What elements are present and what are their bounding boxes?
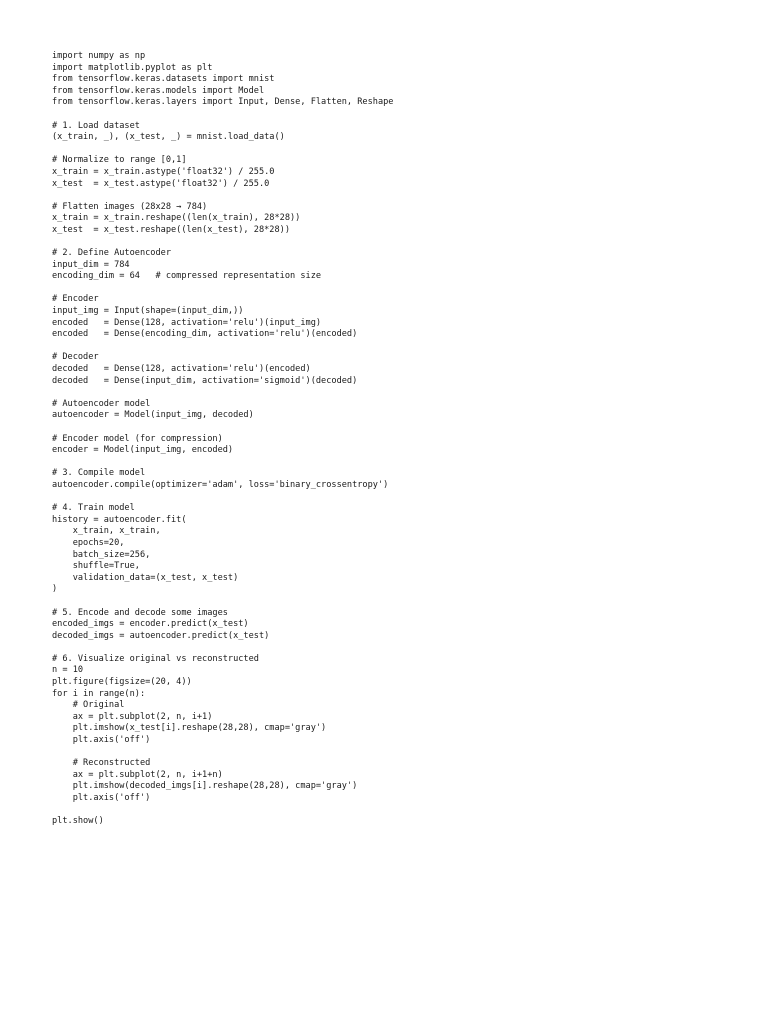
code-line: decoded = Dense(128, activation='relu')(encoded) (52, 364, 311, 375)
code-line: autoencoder.compile(optimizer='adam', loss='binary_crossentropy') (52, 479, 389, 490)
code-line: encoding_dim = 64 # compressed representation size (52, 271, 322, 282)
code-line: x_train, x_train, (52, 526, 161, 537)
code-line: plt.imshow(x_test[i].reshape(28,28), cmap='gray') (52, 723, 327, 734)
code-line: batch_size=256, (52, 549, 151, 560)
code-line: # Normalize to range [0,1] (52, 155, 187, 166)
code-line (52, 492, 742, 504)
code-line (52, 596, 742, 608)
code-line: encoded = Dense(encoding_dim, activation='relu')(encoded) (52, 329, 358, 340)
code-line: from tensorflow.keras.datasets import mnist (52, 74, 275, 85)
code-line: input_img = Input(shape=(input_dim,)) (52, 306, 244, 317)
code-line: plt.show() (52, 816, 104, 827)
code-line: # Flatten images (28x28 → 784) (52, 201, 208, 212)
code-line: history = autoencoder.fit( (52, 514, 187, 525)
code-line (52, 422, 742, 434)
code-line (52, 144, 742, 156)
code-line: # 6. Visualize original vs reconstructed (52, 653, 259, 664)
code-line: ax = plt.subplot(2, n, i+1) (52, 711, 213, 722)
code-line (52, 237, 742, 249)
code-line: encoded = Dense(128, activation='relu')(input_img) (52, 317, 322, 328)
code-line: # Decoder (52, 352, 99, 363)
code-line (52, 457, 742, 469)
code-line: epochs=20, (52, 537, 125, 548)
code-line (52, 190, 742, 202)
code-line: decoded = Dense(input_dim, activation='sigmoid')(decoded) (52, 375, 358, 386)
code-line: import matplotlib.pyplot as plt (52, 62, 213, 73)
code-line: # 1. Load dataset (52, 120, 140, 131)
code-line (52, 747, 742, 759)
code-line: ax = plt.subplot(2, n, i+1+n) (52, 769, 223, 780)
code-line (52, 805, 742, 817)
code-line: # Encoder model (for compression) (52, 433, 223, 444)
code-line: x_test = x_test.reshape((len(x_test), 28*28)) (52, 224, 290, 235)
code-line: # Original (52, 700, 125, 711)
code-line: input_dim = 784 (52, 259, 130, 270)
code-line: # Reconstructed (52, 758, 151, 769)
code-line: x_test = x_test.astype('float32') / 255.0 (52, 178, 270, 189)
code-line: for i in range(n): (52, 688, 146, 699)
code-line: import numpy as np (52, 51, 146, 61)
code-line: autoencoder = Model(input_img, decoded) (52, 410, 254, 421)
code-line: shuffle=True, (52, 561, 140, 572)
code-line: (x_train, _), (x_test, _) = mnist.load_data() (52, 132, 285, 143)
code-line (52, 642, 742, 654)
code-line (52, 283, 742, 295)
code-line: validation_data=(x_test, x_test) (52, 572, 239, 583)
code-line: plt.figure(figsize=(20, 4)) (52, 677, 192, 688)
code-line (52, 341, 742, 353)
code-line: plt.axis('off') (52, 735, 151, 746)
code-line: x_train = x_train.reshape((len(x_train), 28*28)) (52, 213, 301, 224)
code-line (52, 387, 742, 399)
code-line: encoder = Model(input_img, encoded) (52, 445, 234, 456)
code-line: # Encoder (52, 294, 99, 305)
code-line: # 2. Define Autoencoder (52, 248, 171, 259)
code-line: from tensorflow.keras.layers import Input, Dense, Flatten, Reshape (52, 97, 394, 108)
code-line: plt.imshow(decoded_imgs[i].reshape(28,28), cmap='gray') (52, 781, 358, 792)
code-line: encoded_imgs = encoder.predict(x_test) (52, 619, 249, 630)
code-line (52, 109, 742, 121)
code-line: # 3. Compile model (52, 468, 146, 479)
code-line: x_train = x_train.astype('float32') / 255.0 (52, 166, 275, 177)
code-block (52, 51, 742, 828)
code-line: # 5. Encode and decode some images (52, 607, 228, 618)
code-line: plt.axis('off') (52, 793, 151, 803)
code-line: # 4. Train model (52, 503, 135, 514)
code-line: n = 10 (52, 665, 84, 676)
code-line: # Autoencoder model (52, 398, 151, 409)
code-line: from tensorflow.keras.models import Model (52, 85, 265, 96)
code-line: decoded_imgs = autoencoder.predict(x_test) (52, 630, 270, 641)
code-line: ) (52, 584, 58, 595)
